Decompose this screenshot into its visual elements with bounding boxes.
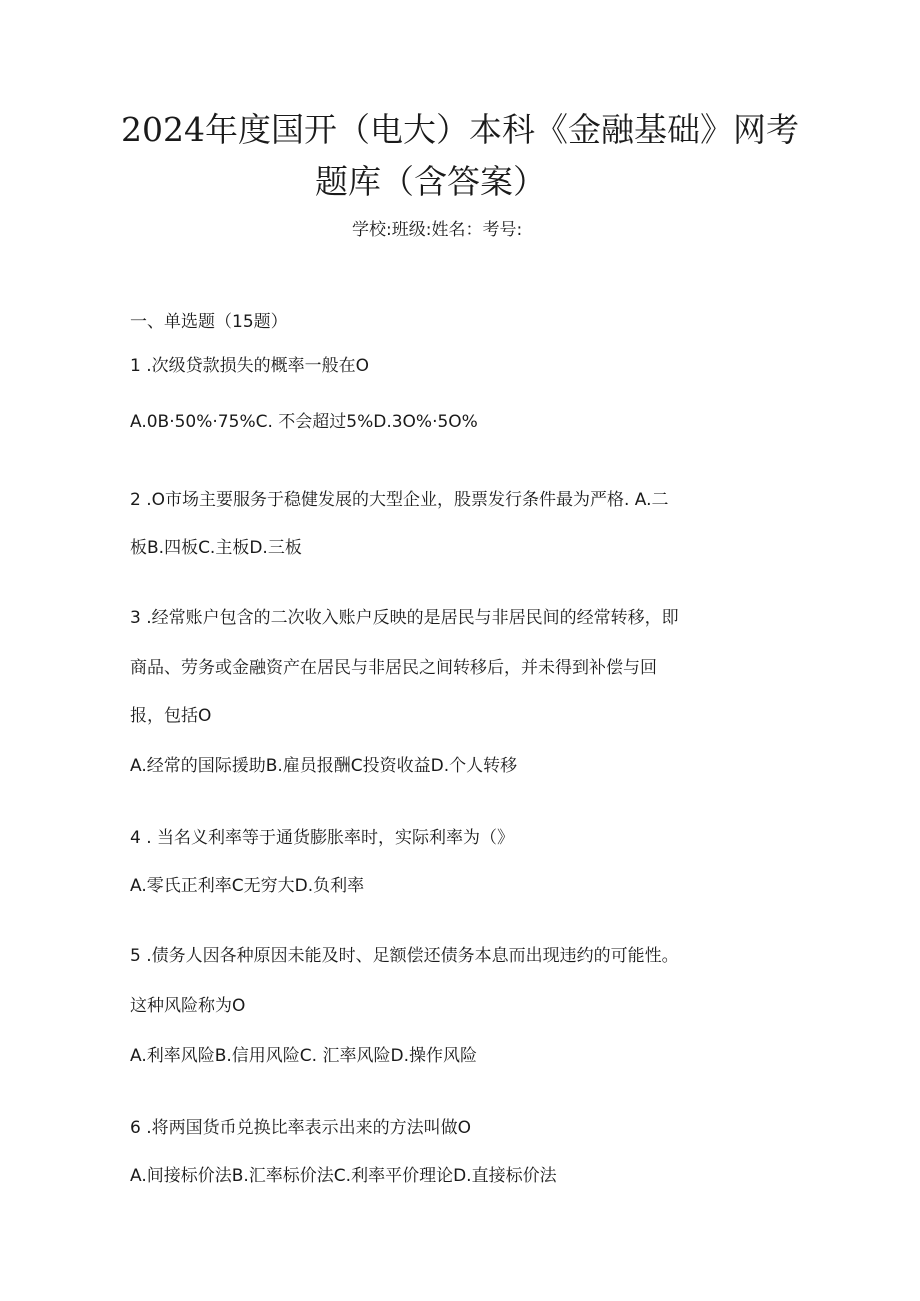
question-4-stem-line-1: 4 . 当名义利率等于通货膨胀率时，实际利率为（》 — [130, 828, 515, 848]
question-3-options — [130, 754, 517, 778]
document-title — [110, 104, 810, 208]
question-3-stem-line-3: 报，包括O — [130, 706, 212, 726]
question-4-options — [130, 874, 364, 898]
question-3-stem-line-2: 商品、劳务或金融资产在居民与非居民之间转移后，并未得到补偿与回 — [130, 658, 657, 678]
question-3-stem-line-3-wrap — [130, 704, 211, 728]
question-5-stem-line-1: 5 .债务人因各种原因未能及时、足额偿还债务本息而出现违约的可能性。 — [130, 946, 679, 966]
section-heading: 一、单选题（15题） — [130, 312, 288, 332]
question-5 — [130, 944, 679, 968]
question-4 — [130, 826, 514, 850]
question-6-stem-line-1: 6 .将两国货币兑换比率表示出来的方法叫做O — [130, 1118, 472, 1138]
question-5-stem-line-2: 这种风险称为O — [130, 996, 246, 1016]
question-6 — [130, 1116, 471, 1140]
question-2 — [130, 488, 669, 512]
question-2-stem-line-1: 2 .O市场主要服务于稳健发展的大型企业，股票发行条件最为严格. A.二 — [130, 490, 669, 510]
question-1-options — [130, 410, 478, 434]
question-1 — [130, 354, 369, 378]
question-3-stem-line-2-wrap — [130, 656, 657, 680]
question-3 — [130, 606, 679, 630]
question-1-stem-line-1: 1 .次级贷款损失的概率一般在O — [130, 356, 370, 376]
question-6-options-text: A.间接标价法B.汇率标价法C.利率平价理论D.直接标价法 — [130, 1166, 557, 1186]
student-info-line: 学校:班级:姓名：考号: — [352, 220, 523, 240]
question-3-options-text: A.经常的国际援助B.雇员报酬C投资收益D.个人转移 — [130, 756, 518, 776]
question-6-options — [130, 1164, 557, 1188]
question-1-options-text: A.0B·50%·75%C. 不会超过5%D.3O%·5O% — [130, 412, 478, 432]
question-2-stem-line-2: 板B.四板C.主板D.三板 — [130, 538, 302, 558]
title-line-1: 2024年度国开（电大）本科《金融基础》网考 — [121, 110, 799, 149]
question-2-stem-continued — [130, 536, 302, 560]
question-5-options — [130, 1044, 477, 1068]
question-5-stem-line-2-wrap — [130, 994, 245, 1018]
title-line-2: 题库（含答案） — [315, 162, 546, 201]
question-4-options-text: A.零氏正利率C无穷大D.负利率 — [130, 876, 365, 896]
question-3-stem-line-1: 3 .经常账户包含的二次收入账户反映的是居民与非居民间的经常转移，即 — [130, 608, 679, 628]
question-5-options-text: A.利率风险B.信用风险C. 汇率风险D.操作风险 — [130, 1046, 477, 1066]
